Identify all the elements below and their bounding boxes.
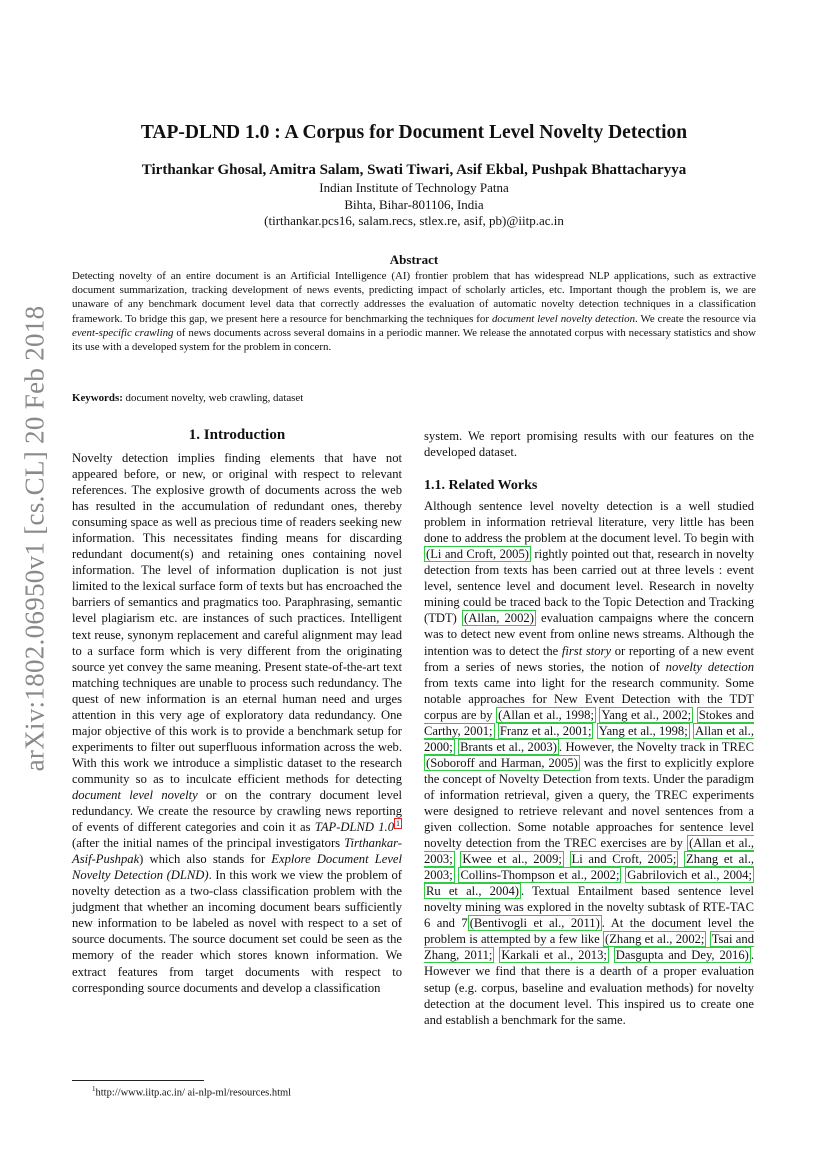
intro-text-3: (after the initial names of the principal investigators	[72, 836, 345, 851]
citation-link[interactable]: (Allan, 2002)	[464, 611, 534, 626]
citation-link[interactable]: Stokes and Carthy, 2001;	[424, 707, 754, 738]
related-emphasis-1: first story	[561, 643, 612, 658]
related-text-9: . At the document level the problem is attempted by a few like	[424, 916, 755, 947]
footnote-url[interactable]: http://www.iitp.ac.in/ ai-nlp-ml/resources.html	[95, 1087, 292, 1099]
related-emphasis-2: novelty detection	[665, 659, 755, 674]
intro-text-5: . In this work we view the problem of novelty detection as a two-class classification problem with the judgment that whether an incoming document bears sufficiently new information to be labeled as novel with respect to a set of source documents. The source document set could be seen as the memory of the reader which stores known information. We extract features from target documents with respect to corresponding source documents and develop a classification	[72, 868, 402, 995]
intro-emphasis-1: document level novelty	[72, 787, 198, 802]
citation-link[interactable]: (Soboroff and Harman, 2005)	[426, 755, 578, 770]
citation-link[interactable]: Kwee et al., 2009;	[462, 852, 562, 867]
citation-link[interactable]: Brants et al., 2003)	[460, 739, 557, 754]
right-column	[424, 428, 754, 1028]
introduction-heading: 1. Introduction	[188, 427, 286, 443]
related-text-1: Although sentence level novelty detection is a well studied problem in information retrieval literature, very little has been done to address the problem at the document level. To begin with	[424, 499, 754, 546]
abstract-body	[72, 269, 756, 354]
related-text-2: rightly pointed out that, research in novelty detection from texts has been carried out at three levels : event level, sentence level and document level. Research in novelty mining could be traced back to the Topic Detection and Tracking (TDT)	[424, 547, 754, 626]
citation-link[interactable]: Yang et al., 2002;	[601, 707, 692, 722]
keywords-label: Keywords:	[72, 392, 123, 404]
abstract-text-2: . We create the resource via	[635, 312, 756, 325]
location: Bihta, Bihar-801106, India	[344, 196, 484, 212]
intro-emphasis-4: Explore Document Level Novelty Detection (DLND)	[72, 852, 403, 883]
abstract-text-3: of news documents across several domains in a periodic manner. We release the annotated corpus with necessary statistics and show its use with a developed system for the problem in concern.	[72, 326, 756, 354]
abstract-heading: Abstract	[389, 252, 439, 267]
related-works-paragraph	[424, 498, 754, 1028]
introduction-paragraph	[72, 450, 402, 996]
left-column	[72, 427, 402, 996]
citation-link[interactable]: Li and Croft, 2005;	[571, 852, 677, 867]
citation-link[interactable]: Karkali et al., 2013;	[501, 948, 607, 963]
citation-link[interactable]: Yang et al., 1998;	[598, 723, 688, 738]
citation-link[interactable]: Allan et al., 2000;	[424, 723, 754, 754]
intro-emphasis-3: Tirthankar-Asif-Pushpak	[72, 836, 402, 867]
arxiv-id-text: arXiv:1802.06950v1 [cs.CL] 20 Feb 2018	[19, 305, 50, 771]
author-emails: (tirthankar.pcs16, salam.recs, stlex.re, asif, pb)@iitp.ac.in	[264, 213, 564, 228]
footnote-divider	[72, 1080, 204, 1081]
abstract-text-1: Detecting novelty of an entire document is an Artificial Intelligence (AI) frontier problem that has widespread NLP applications, such as extractive document summarization, tracking development of news events, predicting impact of scholarly articles, etc. Important though the problem is, we are unaware of any benchmark document level data that correctly addresses the evaluation of automatic novelty detection techniques in a classification framework. To bridge this gap, we present here a resource for benchmarking the techniques for	[72, 270, 756, 325]
related-text-8: . Textual Entailment based sentence level novelty mining was explored in the novelty subtask of RTE-TAC 6 and 7	[424, 884, 754, 931]
citation-link[interactable]: Collins-Thompson et al., 2002;	[460, 868, 620, 883]
intro-text-1: Novelty detection implies finding elements that have not appeared before, or new, or original with respect to relevant references. The explosive growth of documents across the web has resulted in the accumulation of redundant ones, thereby consuming space as well as precious time of readers seeking new information. This necessitates finding means for discarding redundant document(s) and retaining ones containing novel information. The level of information duplication is not just limited to the lexical surface form of texts but has encroached the barriers of semantics and pragmatics too. Paraphrasing, semantic level plagiarism etc. are instances of such practices. Intelligent text reuse, synonym replacement and careful alignment may lead to a surface form which is very different from the originating source yet convey the same meaning. Present state-of-the-art text matching techniques are unable to process such redundancy. The quest of new information is an eternal human need and urges attention in this very age of exploratory data redundancy. One major objective of this work is to provide a benchmark setup for experiments to filter out superfluous information across the web. With this work we introduce a simplistic dataset to the research community so as to inculcate efficient methods for detecting	[72, 451, 402, 786]
related-text-5: from texts came into light for the research community. Some notable approaches for New Event Detection with the TDT corpus are by	[424, 675, 754, 722]
institute: Indian Institute of Technology Patna	[319, 180, 509, 195]
abstract-emphasis-1: document level novelty detection	[491, 312, 636, 325]
related-text-10: . However we find that there is a dearth of a proper evaluation setup (e.g. corpus, baseline and evaluation methods) for novelty detection at the document level. This inspired us to create one and establish a benchmark for the same.	[424, 948, 754, 1027]
related-text-4: or reporting of a new event from a series of news stories, the notion of	[424, 643, 754, 674]
paper-title: TAP-DLND 1.0 : A Corpus for Document Level Novelty Detection	[140, 122, 688, 143]
arxiv-identifier-stamp	[19, 305, 50, 771]
introduction-continued: system. We report promising results with our features on the developed dataset.	[424, 429, 754, 460]
author-list: Tirthankar Ghosal, Amitra Salam, Swati Tiwari, Asif Ekbal, Pushpak Bhattacharyya	[141, 162, 687, 178]
citation-link[interactable]: Ru et al., 2004)	[426, 884, 519, 899]
related-text-7: was the first to explicitly explore the concept of Novelty Detection from texts. Under the paradigm of information retrieval, given a query, the TREC experiments were designed to retrieve relevant and novel sentences from a given collection. Some notable approaches for sentence level novelty detection from the TREC exercises are by	[424, 755, 754, 851]
citation-link[interactable]: Dasgupta and Dey, 2016)	[615, 948, 749, 963]
citation-link[interactable]: Tsai and Zhang, 2011;	[424, 932, 754, 963]
citation-link[interactable]: Franz et al., 2001;	[499, 723, 592, 738]
intro-text-2: or on the contrary document level redundancy. We create the resource by crawling news reporting of events of different categories and coin it as	[72, 787, 403, 835]
intro-text-4: ) which also stands for	[139, 852, 272, 867]
citation-link[interactable]: (Li and Croft, 2005)	[426, 547, 529, 562]
keywords-line	[72, 392, 756, 404]
citation-link[interactable]: Zhang et al., 2003;	[424, 852, 755, 883]
footnote-link[interactable]: 1	[396, 818, 400, 828]
affiliation-block	[72, 180, 756, 230]
related-works-heading: 1.1. Related Works	[424, 478, 538, 494]
citation-link[interactable]: (Allan et al., 2003;	[424, 836, 755, 867]
footnote-mark: 1	[92, 1085, 96, 1093]
related-text-6: . However, the Novelty track in TREC	[558, 739, 754, 754]
citation-link[interactable]: (Bentivogli et al., 2011)	[469, 916, 600, 931]
intro-emphasis-2: TAP-DLND 1.0	[314, 820, 394, 835]
citation-link[interactable]: (Allan et al., 1998;	[498, 707, 594, 722]
related-text-3: evaluation campaigns where the concern was to detect new event from online news streams. Although the intention was to detect the	[424, 611, 754, 658]
citation-link[interactable]: (Zhang et al., 2002;	[605, 932, 705, 947]
citation-link[interactable]: Gabrilovich et al., 2004;	[627, 868, 752, 883]
footnote	[92, 1085, 291, 1099]
abstract-emphasis-2: event-specific crawling	[72, 326, 174, 339]
keywords-text: document novelty, web crawling, dataset	[122, 392, 304, 404]
